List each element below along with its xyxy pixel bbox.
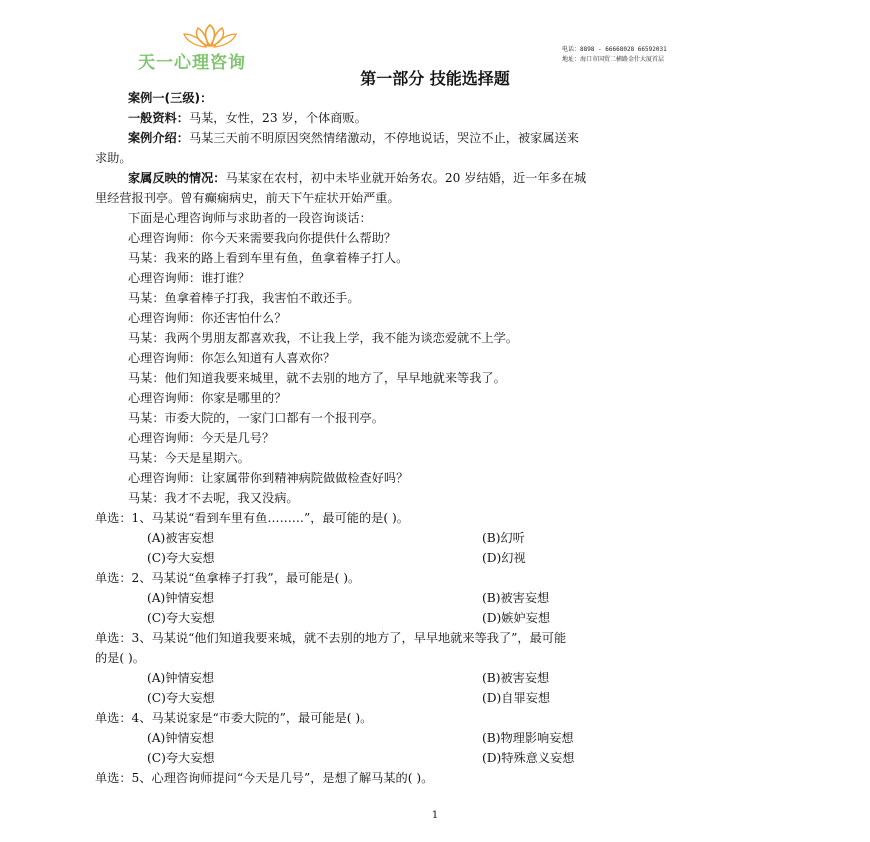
dialog-line: 马某：我两个男朋友都喜欢我，不让我上学，我不能为谈恋爱就不上学。 (128, 331, 518, 345)
dialog-line: 心理咨询师：你还害怕什么？ (128, 311, 287, 325)
question-5-stem: 单选：5、心理咨询师提问“今天是几号”，是想了解马某的( )。 (95, 771, 434, 785)
general-label: 一般资料： (128, 111, 189, 125)
contact-info (562, 45, 667, 65)
family-label: 家属反映的情况： (128, 171, 226, 185)
dialog-line: 马某：我才不去呢，我又没病。 (128, 491, 299, 505)
question-2-stem: 单选：2、马某说“鱼拿棒子打我”，最可能是( )。 (95, 571, 361, 585)
option-c: (C)夸大妄想 (147, 691, 215, 705)
document-body (95, 88, 785, 788)
dialog-intro: 下面是心理咨询师与求助者的一段咨询谈话： (128, 211, 372, 225)
option-b: (B)物理影响妄想 (482, 731, 574, 745)
intro-line-1: 马某三天前不明原因突然情绪激动，不停地说话，哭泣不止，被家属送来 (188, 131, 579, 145)
family-report (95, 168, 785, 188)
question-3-options-2 (95, 688, 785, 708)
dialog-line: 心理咨询师：你今天来需要我向你提供什么帮助？ (128, 231, 397, 245)
question-1-stem: 单选：1、马某说“看到车里有鱼………”，最可能的是( )。 (95, 511, 409, 525)
dialog-line: 心理咨询师：你怎么知道有人喜欢你？ (128, 351, 336, 365)
option-c: (C)夸大妄想 (147, 551, 215, 565)
option-b: (B)幻听 (482, 531, 525, 545)
option-b: (B)被害妄想 (482, 671, 550, 685)
option-a: (A)钟情妄想 (147, 731, 215, 745)
intro-line-2: 求助。 (95, 151, 132, 165)
dialog-line: 马某：今天是星期六。 (128, 451, 250, 465)
question-2-options-2 (95, 608, 785, 628)
option-c: (C)夸大妄想 (147, 611, 215, 625)
case-heading: 案例一(三级)： (128, 91, 213, 105)
question-2-options (95, 588, 785, 608)
option-a: (A)钟情妄想 (147, 591, 215, 605)
dialog-line: 心理咨询师：今天是几号？ (128, 431, 275, 445)
option-a: (A)钟情妄想 (147, 671, 215, 685)
phone-line: 电话：8898 - 66668028 66592031 (562, 46, 667, 53)
dialog-line: 心理咨询师：让家属带你到精神病院做做检查好吗？ (128, 471, 409, 485)
logo-text: 天一心理咨询 (138, 53, 246, 73)
case-intro (95, 128, 785, 148)
dialog-line: 马某：他们知道我要来城里，就不去别的地方了，早早地就来等我了。 (128, 371, 506, 385)
family-line-2: 里经营报刊亭。曾有癫痫病史，前天下午症状开始严重。 (95, 191, 400, 205)
option-d: (D)幻视 (482, 551, 526, 565)
option-b: (B)被害妄想 (482, 591, 550, 605)
option-a: (A)被害妄想 (147, 531, 215, 545)
intro-label: 案例介绍： (128, 131, 189, 145)
option-c: (C)夸大妄想 (147, 751, 215, 765)
option-d: (D)自罪妄想 (482, 691, 551, 705)
lotus-logo-icon (174, 24, 246, 50)
general-text: 马某，女性，23 岁，个体商贩。 (188, 111, 367, 125)
question-4-options (95, 728, 785, 748)
question-4-stem: 单选：4、马某说家是“市委大院的”，最可能是( )。 (95, 711, 373, 725)
option-d: (D)嫉妒妄想 (482, 611, 551, 625)
dialog-line: 心理咨询师：谁打谁？ (128, 271, 250, 285)
question-3-stem: 单选：3、马某说“他们知道我要来城，就不去别的地方了，早早地就来等我了”，最可能 (95, 631, 567, 645)
option-d: (D)特殊意义妄想 (482, 751, 575, 765)
dialog-line: 马某：鱼拿着棒子打我，我害怕不敢还手。 (128, 291, 360, 305)
dialog-line: 心理咨询师：你家是哪里的？ (128, 391, 287, 405)
general-info (95, 108, 785, 128)
page-title: 第一部分 技能选择题 (360, 69, 510, 88)
question-1-options-2 (95, 548, 785, 568)
question-4-options-2 (95, 748, 785, 768)
question-3-options (95, 668, 785, 688)
question-3-stem-2: 的是( )。 (95, 651, 145, 665)
question-1-options (95, 528, 785, 548)
family-line-1: 马某家在农村，初中未毕业就开始务农。20 岁结婚，近一年多在城 (225, 171, 587, 185)
dialog-line: 马某：市委大院的，一家门口都有一个报刊亭。 (128, 411, 384, 425)
dialog-line: 马某：我来的路上看到车里有鱼，鱼拿着棒子打人。 (128, 251, 409, 265)
page-number: 1 (431, 810, 439, 821)
address-line: 地址：海口市国贸二横路金什大厦首层 (562, 56, 665, 63)
